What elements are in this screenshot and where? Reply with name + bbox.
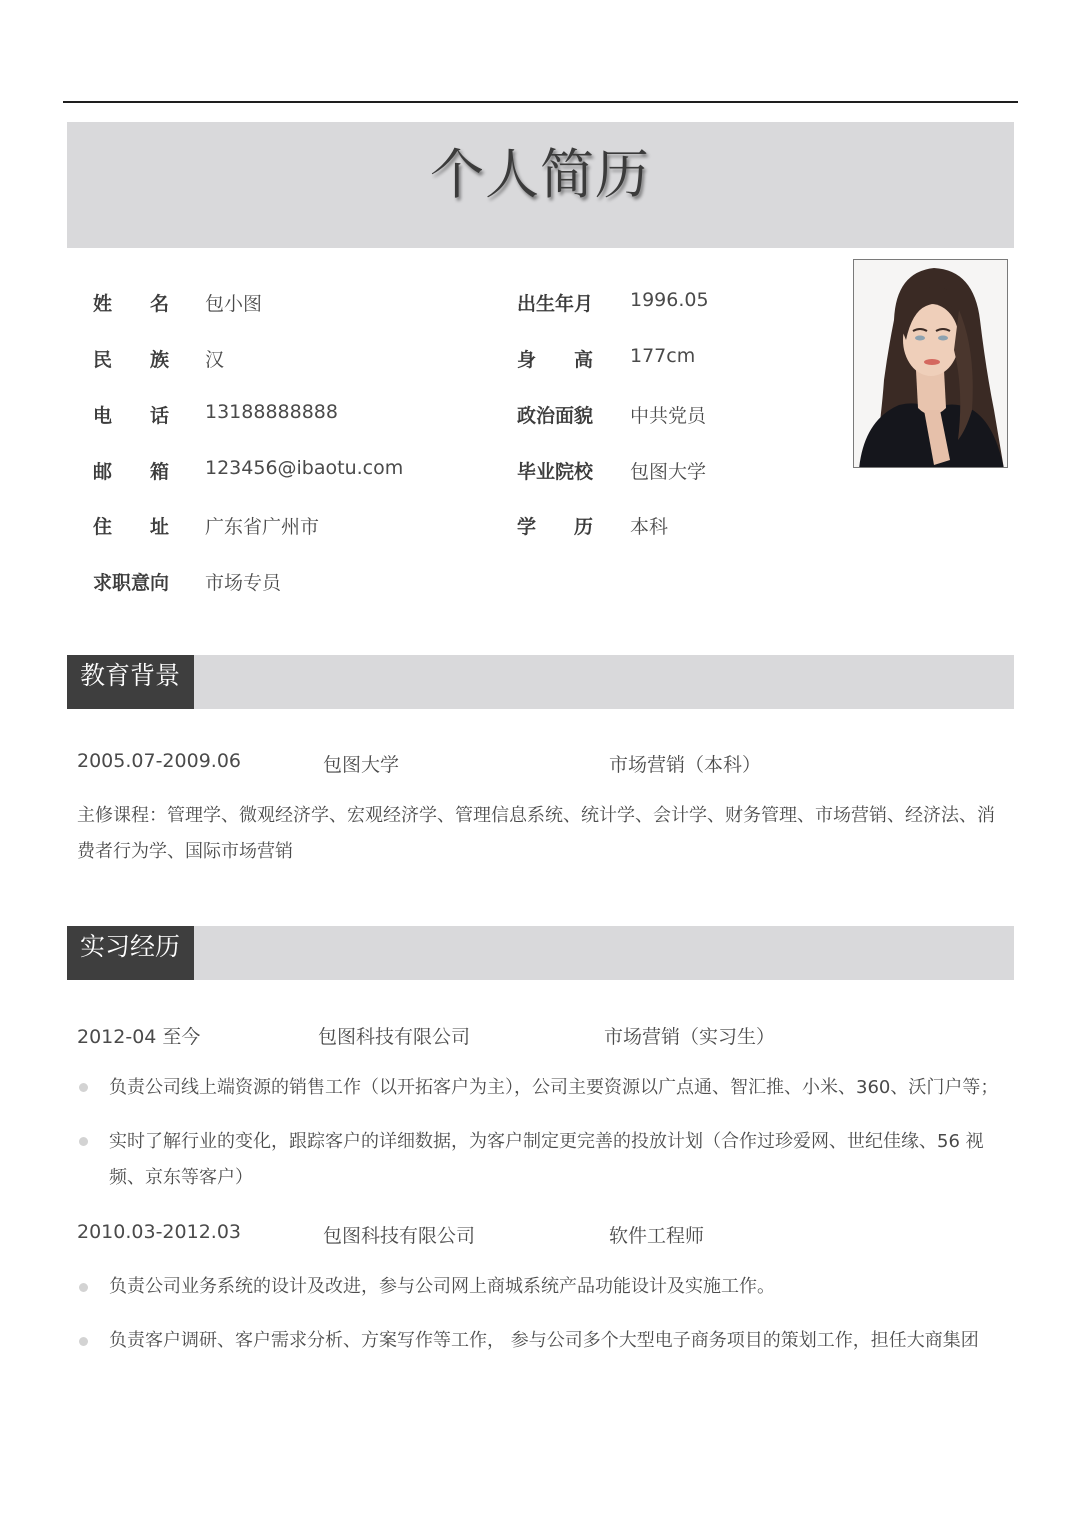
job-period: 2010.03-2012.03 bbox=[77, 1221, 241, 1243]
label-degree: 学 历 bbox=[517, 516, 594, 538]
value-address: 广东省广州市 bbox=[205, 516, 320, 538]
label-political-status: 政治面貌 bbox=[517, 405, 594, 427]
label-birth-date: 出生年月 bbox=[517, 293, 594, 315]
job-bullet: 负责客户调研、客户需求分析、方案写作等工作， 参与公司多个大型电子商务项目的策划工作，担任大商集团 bbox=[109, 1330, 979, 1351]
label-email: 邮 箱 bbox=[93, 461, 170, 483]
portrait-photo bbox=[853, 259, 1008, 468]
education-courses-line-2: 费者行为学、国际市场营销 bbox=[77, 841, 293, 862]
bullet-icon bbox=[79, 1083, 88, 1092]
top-divider bbox=[63, 101, 1018, 103]
value-height: 177cm bbox=[630, 345, 696, 367]
job-bullet: 负责公司业务系统的设计及改进，参与公司网上商城系统产品功能设计及实施工作。 bbox=[109, 1276, 775, 1297]
portrait-photo-icon bbox=[854, 260, 1008, 468]
job-period: 2012-04 至今 bbox=[77, 1026, 201, 1048]
value-phone: 13188888888 bbox=[205, 401, 338, 423]
label-name: 姓 名 bbox=[93, 293, 170, 315]
label-school: 毕业院校 bbox=[517, 461, 594, 483]
page-title: 个人简历 bbox=[430, 143, 650, 206]
education-courses-line-1: 主修课程：管理学、微观经济学、宏观经济学、管理信息系统、统计学、会计学、财务管理、市场营销、经济法、消 bbox=[77, 805, 995, 826]
value-job-objective: 市场专员 bbox=[205, 572, 282, 594]
job-company: 包图科技有限公司 bbox=[323, 1225, 476, 1247]
education-section-header bbox=[67, 655, 1014, 709]
value-school: 包图大学 bbox=[630, 461, 707, 483]
value-name: 包小图 bbox=[205, 293, 263, 315]
bullet-icon bbox=[79, 1283, 88, 1292]
job-bullet-continuation: 频、京东等客户） bbox=[109, 1167, 253, 1188]
value-degree: 本科 bbox=[630, 516, 669, 538]
job-role: 软件工程师 bbox=[609, 1225, 705, 1247]
value-ethnicity: 汉 bbox=[205, 349, 225, 371]
internship-section-header bbox=[67, 926, 1014, 980]
label-height: 身 高 bbox=[517, 349, 594, 371]
education-major: 市场营销（本科） bbox=[609, 754, 762, 776]
education-period: 2005.07-2009.06 bbox=[77, 750, 241, 772]
internship-heading: 实习经历 bbox=[67, 926, 194, 980]
label-job-objective: 求职意向 bbox=[93, 572, 170, 594]
value-birth-date: 1996.05 bbox=[630, 289, 709, 311]
education-school: 包图大学 bbox=[323, 754, 400, 776]
job-role: 市场营销（实习生） bbox=[604, 1026, 776, 1048]
label-phone: 电 话 bbox=[93, 405, 170, 427]
bullet-icon bbox=[79, 1337, 88, 1346]
bullet-icon bbox=[79, 1137, 88, 1146]
education-heading: 教育背景 bbox=[67, 655, 194, 709]
value-political-status: 中共党员 bbox=[630, 405, 707, 427]
label-address: 住 址 bbox=[93, 516, 170, 538]
label-ethnicity: 民 族 bbox=[93, 349, 170, 371]
job-bullet: 实时了解行业的变化，跟踪客户的详细数据，为客户制定更完善的投放计划（合作过珍爱网、世纪佳缘、56 视 bbox=[109, 1131, 984, 1152]
job-company: 包图科技有限公司 bbox=[318, 1026, 471, 1048]
value-email: 123456@ibaotu.com bbox=[205, 457, 404, 479]
job-bullet: 负责公司线上端资源的销售工作（以开拓客户为主），公司主要资源以广点通、智汇推、小米、360、沃门户等； bbox=[109, 1077, 999, 1098]
